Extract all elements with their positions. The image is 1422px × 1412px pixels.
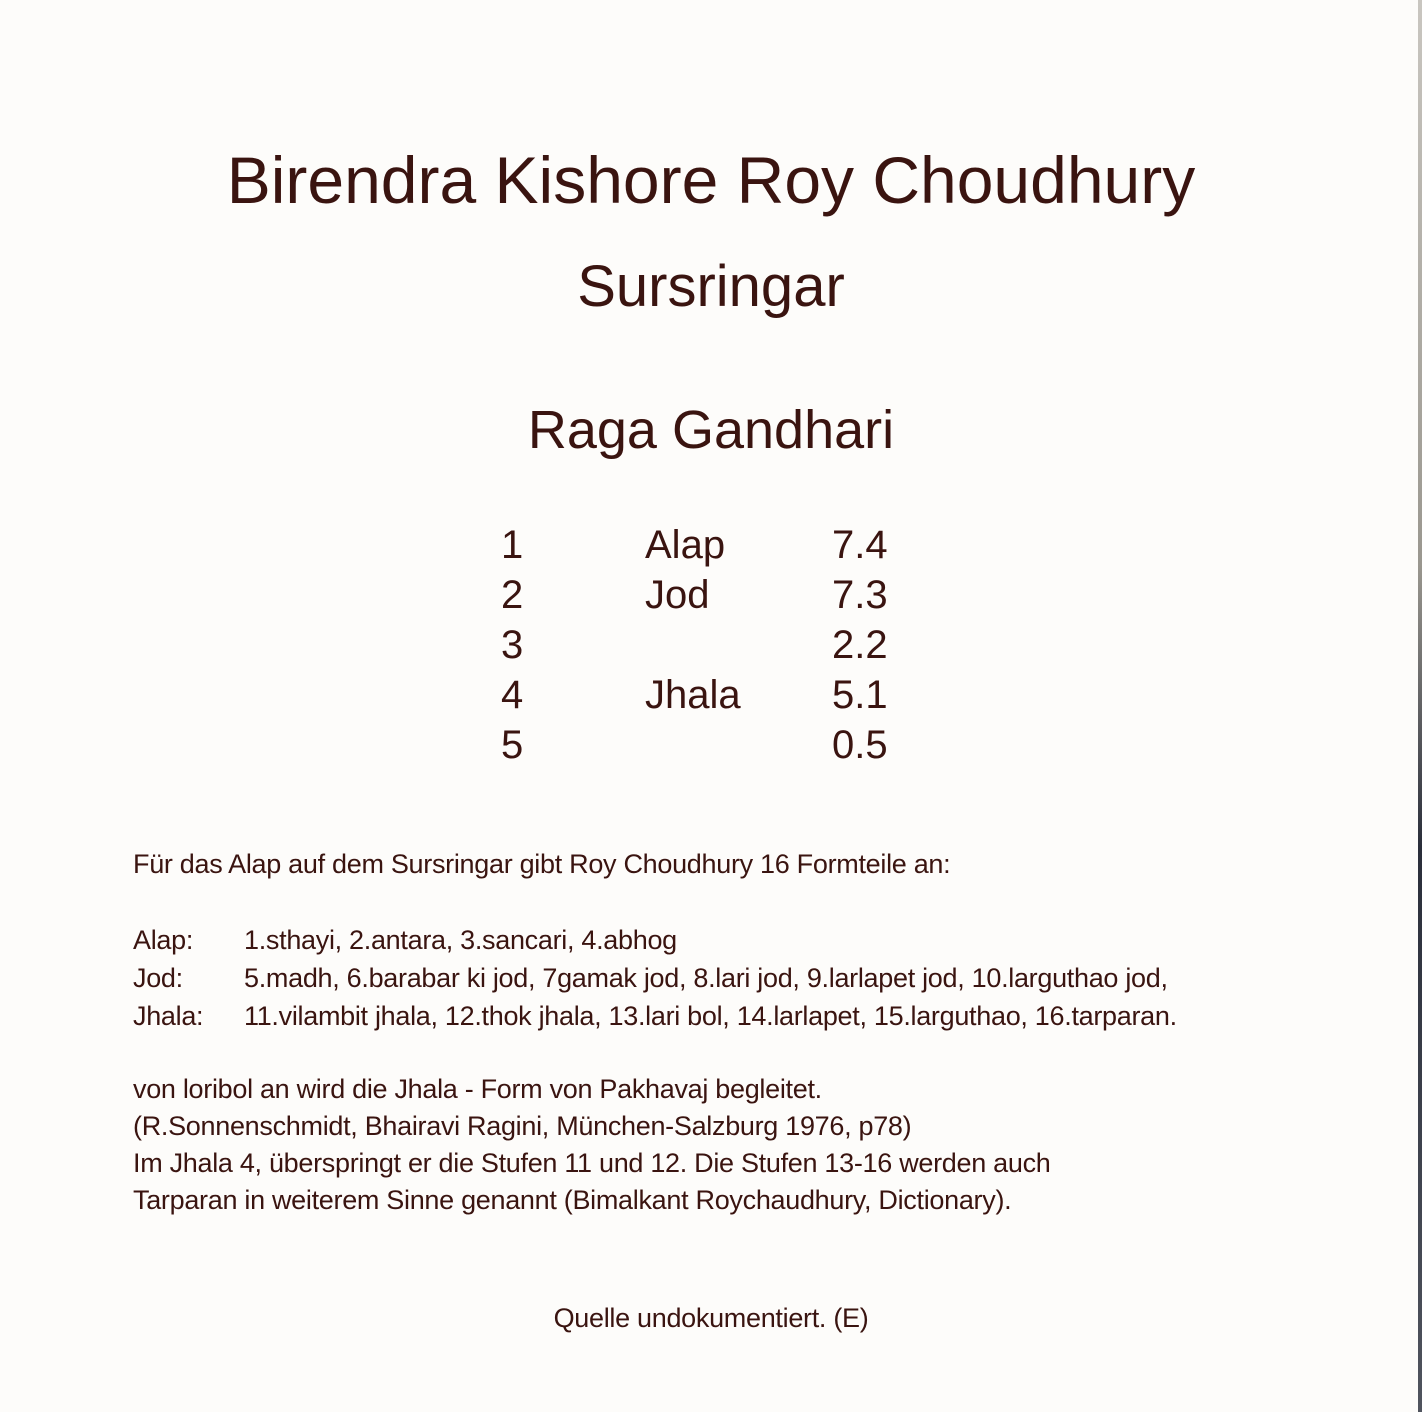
track-duration: 7.4 [832, 523, 888, 567]
raga-title: Raga Gandhari [527, 400, 895, 460]
track-duration: 7.3 [832, 573, 888, 617]
form-label: Alap: [133, 925, 194, 955]
form-label: Jhala: [133, 1001, 204, 1031]
track-title: Jod [645, 573, 710, 617]
source-note: Quelle undokumentiert. (E) [553, 1303, 869, 1333]
form-items: 5.madh, 6.barabar ki jod, 7gamak jod, 8.lari jod, 9.larlapet jod, 10.larguthao jod, [244, 963, 1168, 993]
form-label: Jod: [133, 963, 183, 993]
track-duration: 5.1 [832, 673, 888, 717]
track-row [0, 570, 1422, 620]
track-duration: 2.2 [832, 623, 888, 667]
track-row [0, 670, 1422, 720]
track-duration: 0.5 [832, 723, 888, 767]
track-row [0, 620, 1422, 670]
artist-name: Birendra Kishore Roy Choudhury [226, 143, 1196, 217]
paragraph-line: Im Jhala 4, überspringt er die Stufen 11 und 12. Die Stufen 13-16 werden auch [133, 1148, 1051, 1178]
form-items: 11.vilambit jhala, 12.thok jhala, 13.lari bol, 14.larlapet, 15.larguthao, 16.tarparan. [244, 1001, 1177, 1031]
paragraph-line: von loribol an wird die Jhala - Form von Pakhavaj begleitet. [133, 1074, 822, 1104]
track-title: Jhala [645, 673, 741, 717]
track-row [0, 520, 1422, 570]
form-items: 1.sthayi, 2.antara, 3.sancari, 4.abhog [244, 925, 677, 955]
track-number: 4 [501, 673, 524, 717]
notes-paragraph [133, 1071, 1051, 1219]
track-number: 2 [501, 573, 524, 617]
paragraph-line: (R.Sonnenschmidt, Bhairavi Ragini, München-Salzburg 1976, p78) [133, 1111, 912, 1141]
notes-intro: Für das Alap auf dem Sursringar gibt Roy Choudhury 16 Formteile an: [133, 849, 951, 879]
track-number: 1 [501, 523, 524, 567]
track-title: Alap [645, 523, 726, 567]
track-row [0, 720, 1422, 770]
instrument-name: Sursringar [577, 254, 845, 319]
track-number: 3 [501, 623, 524, 667]
paragraph-line: Tarparan in weiterem Sinne genannt (Bimalkant Roychaudhury, Dictionary). [133, 1185, 1012, 1215]
track-number: 5 [501, 723, 524, 767]
